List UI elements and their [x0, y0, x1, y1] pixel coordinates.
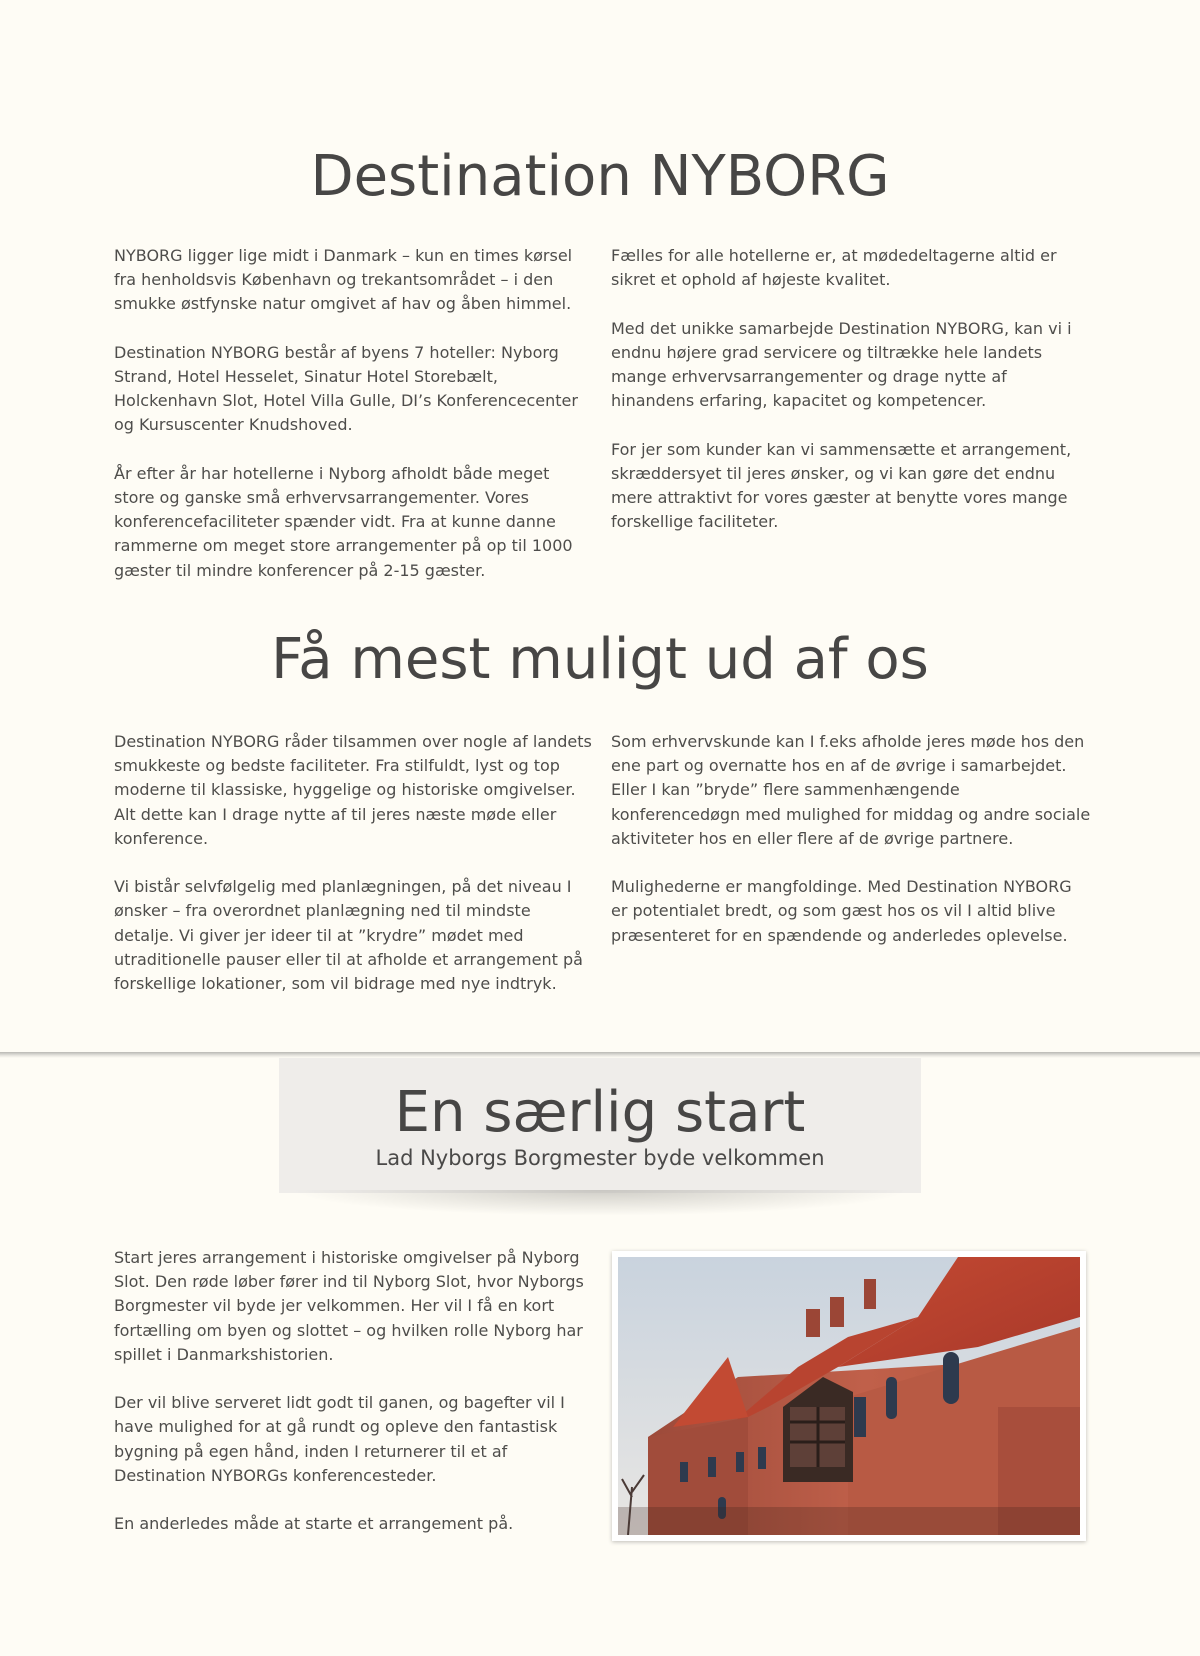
banner-shadow [290, 1190, 910, 1216]
paragraph: År efter år har hotellerne i Nyborg afholdt både meget store og ganske små erhvervsarrangementer. Vores konferencefaciliteter spænder vidt. Fra at kunne danne rammerne om meget store arrangementer på op til 1000 gæster til mindre konferencer på 2-15 gæster. [114, 463, 573, 580]
castle-photo-frame [612, 1251, 1086, 1541]
section1-right-column [611, 244, 1091, 559]
paragraph: Mulighederne er mangfoldinge. Med Destination NYBORG er potentialet bredt, og som gæst hos os vil I altid blive præsenteret for en spændende og anderledes oplevelse. [611, 877, 1072, 945]
section3-left-column [114, 1246, 592, 1561]
paragraph: For jer som kunder kan vi sammensætte et arrangement, skræddersyet til jeres ønsker, og vi kan gøre det endnu mere attraktivt for vores gæster at benytte vores mange forskellige faciliteter. [611, 439, 1072, 532]
section-title-faa-mest: Få mest muligt ud af os [271, 627, 929, 692]
section1-left-column [114, 244, 592, 607]
paragraph: Vi bistår selvfølgelig med planlægningen, på det niveau I ønsker – fra overordnet planlægning ned til mindste detalje. Vi giver jer ideer til at ”krydre” mødet med utraditionelle pauser eller til at afholde et arrangement på forskellige lokationer, som vil bidrage med nye indtryk. [114, 877, 583, 994]
paragraph: Med det unikke samarbejde Destination NYBORG, kan vi i endnu højere grad servicere og tiltrække hele landets mange erhvervsarrangementer og drage nytte af hinandens erfaring, kapacitet og kompetencer. [611, 318, 1072, 411]
paragraph: Destination NYBORG råder tilsammen over nogle af landets smukkeste og bedste faciliteter. Fra stilfuldt, lyst og top moderne til klassiske, hyggelige og historiske omgivelser. Alt dette kan I drage nytte af til jeres næste møde eller konference. [114, 732, 592, 848]
section-subtitle: Lad Nyborgs Borgmester byde velkommen [375, 1146, 825, 1170]
castle-photo-icon [618, 1257, 1080, 1535]
paragraph: Start jeres arrangement i historiske omgivelser på Nyborg Slot. Den røde løber fører ind til Nyborg Slot, hvor Nyborgs Borgmester vil byde jer velkommen. Her vil I få en kort fortælling om byen og slottet – og hvilken rolle Nyborg har spillet i Danmarkshistorien. [114, 1248, 584, 1364]
paragraph: NYBORG ligger lige midt i Danmark – kun en times kørsel fra henholdsvis København og trekantsområdet – i den smukke østfynske natur omgivet af hav og åben himmel. [114, 246, 573, 314]
section-title-destination: Destination NYBORG [310, 144, 890, 209]
section2-right-column [611, 730, 1091, 972]
paragraph: Der vil blive serveret lidt godt til ganen, og bagefter vil I have mulighed for at gå rundt og opleve den fantastisk bygning på egen hånd, inden I returnerer til et af Destination NYBORGs konferencesteder. [114, 1393, 565, 1485]
paragraph: Som erhvervskunde kan I f.eks afholde jeres møde hos den ene part og overnatte hos en af de øvrige i samarbejdet. Eller I kan ”bryde” flere sammenhængende konferencedøgn med mulighed for middag og andre sociale aktiviteter hos en eller flere af de øvrige partnere. [611, 732, 1091, 848]
section-title-saerlig-start: En særlig start [394, 1080, 806, 1145]
paragraph: Fælles for alle hotellerne er, at mødedeltagerne altid er sikret et ophold af højeste kvalitet. [611, 246, 1057, 290]
section2-left-column [114, 730, 592, 1020]
paragraph: Destination NYBORG består af byens 7 hoteller: Nyborg Strand, Hotel Hesselet, Sinatur Hotel Storebælt, Holckenhavn Slot, Hotel Villa Gulle, DI’s Konferencecenter og Kursuscenter Knudshoved. [114, 342, 578, 435]
paragraph: En anderledes måde at starte et arrangement på. [114, 1514, 514, 1534]
